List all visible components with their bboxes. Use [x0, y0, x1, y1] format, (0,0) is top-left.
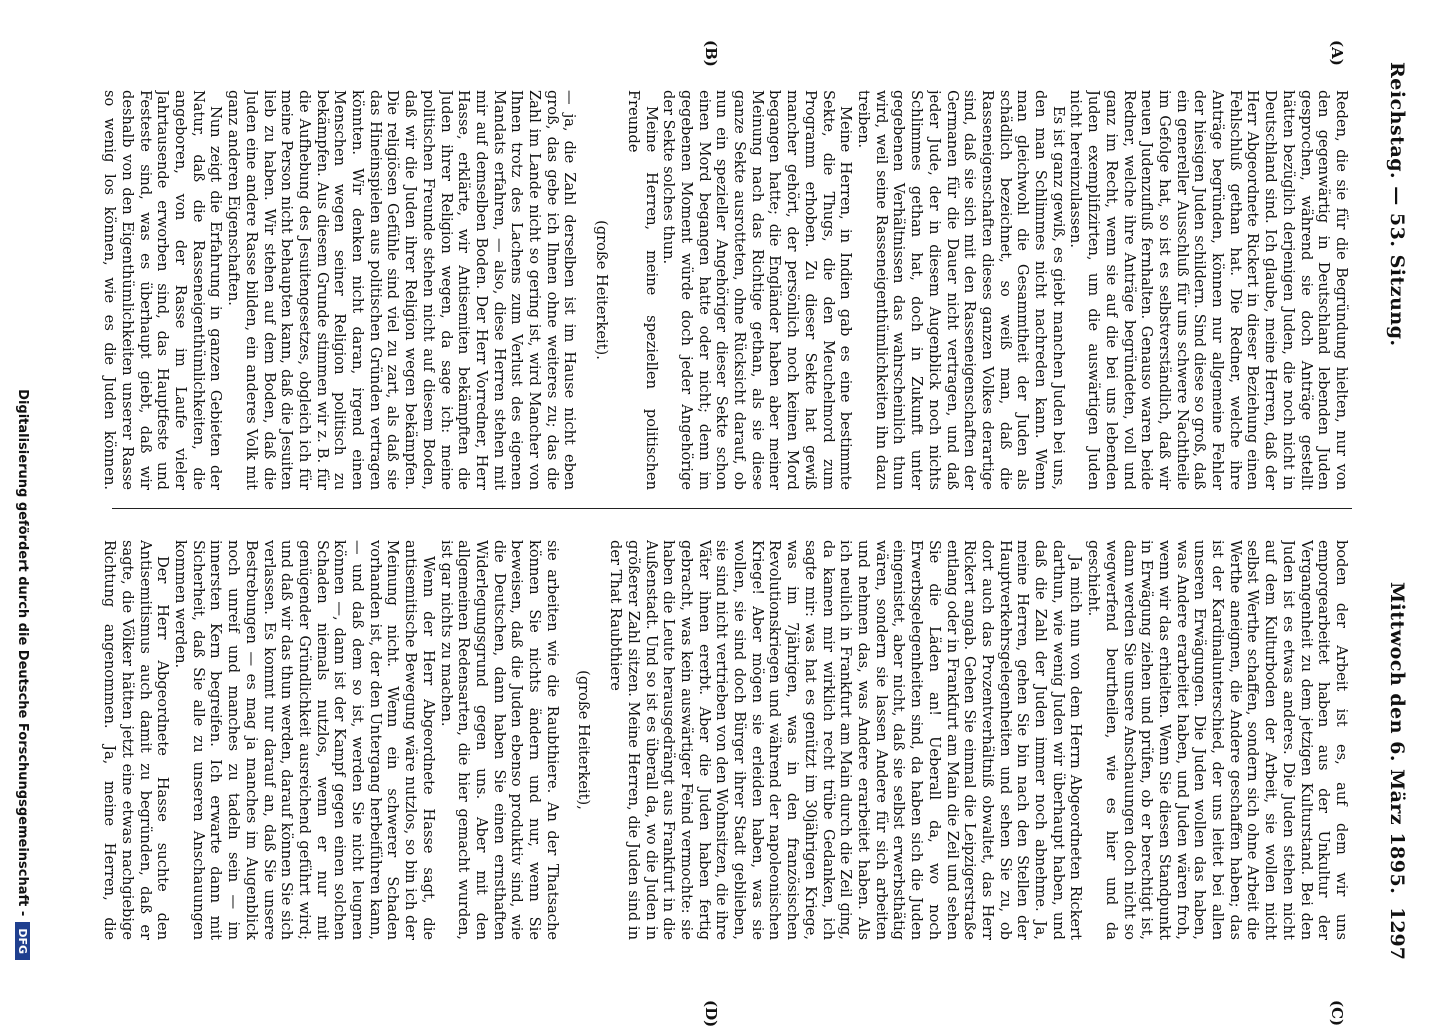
paragraph: Der Herr Abgeordnete Hasse suchte den Antisemitismus auch damit zu begründen, daß er sagte, die Völker hätten jetzt eine etwas nachgiebige Richtung angenommen. Ja, meine Herren, die [101, 540, 172, 940]
page-header [1368, 62, 1408, 960]
margin-marker-d: (D) [702, 1000, 720, 1027]
interjection: (große Heiterkeit), [575, 670, 593, 810]
left-column [100, 90, 1350, 490]
column-divider [112, 508, 1352, 509]
paragraph: Nun zeigt die Erfahrung in ganzen Gebieten der Natur, daß die Rasseneigenthümlichkeiten, die angeboren, von der Rasse im Laufe vieler Jahrtausende erworben sind, das Hauptfeste und Festeste sind, was es überhaupt giebt, daß wir deshalb von den Eigenthümlichkeiten unserer Rasse so wenig los können, wie es die Juden können. [101, 90, 225, 490]
interjection: (große Heiterkeit). [593, 220, 611, 360]
paragraph: Meine Herren, in Indien gab es eine bestimmte Sekte, die Thugs, die den Meuchelmord zum Programm erhoben. Zu dieser Sekte hat gewiß mancher gehört, der persönlich noch keinen Mord begangen hatte; die Engländer haben aber meiner Meinung nach das Richtige gethan, als sie diese ganze Sekte ausrotteten, ohne Rücksicht darauf, ob nun ein spezieller Angehöriger dieser Sekte schon einen Mord begangen hatte oder nicht; denn im gegebenen Moment würde doch jeder Angehörige der Sekte solches thun. [660, 90, 855, 490]
header-date: Mittwoch den 6. März 1895. [1386, 582, 1408, 895]
page-number: 1297 [1386, 907, 1408, 960]
header-left: Reichstag. — 53. Sitzung. [1386, 62, 1408, 347]
margin-marker-b: (B) [702, 40, 720, 67]
digitization-credit [15, 0, 30, 1000]
paragraph: — ja, die Zahl derselben ist im Hause nicht eben groß, das gebe ich Ihnen ohne weiteres zu; das die Zahl im Lande nicht so gering ist, wird Mancher von Ihnen trotz des Lachens zum Verlust des eigenen Mandats erfahren, — also, diese Herren stehen mit mir auf demselben Boden. Der Herr Vorredner, Herr Hasse, erklärte, wir Antisemiten bekämpften die Juden ihrer Religion wegen, da sage ich: meine politischen Freunde stehen nicht auf diesem Boden, daß wir die Juden ihrer Religion wegen bekämpfen. Die religiösen Gefühle sind viel zu zart, als daß sie das Hineinspielen aus politischen Gründen vertragen könnten. Wir denken nicht daran, irgend einen Menschen wegen seiner Religion politisch zu bekämpfen. Aus diesem Grunde stimmen wir z. B. für die Aufhebung des Jesuitengesetzes, obgleich ich für meine Person nicht behaupten kann, daß die Jesuiten lieb zu haben. Wir stehen auf dem Boden, daß die Juden eine andere Rasse bilden, ein anderes Volk mit ganz anderen Eigenschaften. [225, 90, 579, 490]
paragraph: sie arbeiten wie die Raubthiere. An der Thatsache können Sie nichts ändern und nur, wenn Sie beweisen, daß die Juden ebenso produktiv sind, wie die Deutschen, dann haben Sie einen ernsthaften Widerlegungsgrund gegen uns. Aber mit den allgemeinen Redensarten, die hier gemacht wurden, ist gar nichts zu machen. [437, 540, 561, 940]
paragraph: Es ist ganz gewiß, es giebt manchen Juden bei uns, den man Schlimmes nicht nachreden kann. Wenn man gleichwohl die Gesammtheit der Juden als schädlich bezeichnet, so weiß man, daß die Rasseneigenschaften dieses ganzen Volkes derartige sind, daß sie sich mit den Rasseneigenschaften der Germanen für die Dauer nicht vertragen, und daß jeder Jude, der in diesem Augenblick noch nichts Schlimmes gethan hat, doch in Zukunft unter gegebenen Verhältnissen das wahrscheinlich thun wird, weil seine Rasseneigenthümlichkeiten ihn dazu treiben. [855, 90, 1067, 490]
paragraph: Reden, die sie für die Begründung hielten, nur von den gegenwärtig in Deutschland lebenden Juden gesprochen, während sie doch Anträge gestellt hätten bezüglich derjenigen Juden, die noch nicht in Deutschland sind. Ich glaube, meine Herren, daß der Herr Abgeordnete Rickert in dieser Beziehung einen Fehlschluß gethan hat. Die Redner, welche ihre Anträge begründen, können nur allgemeine Fehler der hiesigen Juden schildern. Sind diese so groß, daß ein genereller Ausschluß für uns schwere Nachtheile im Gefolge hat, so ist es selbstverständlich, daß wir neuen Judenzufluß fernhalten. Genauso waren beide Redner, welche ihre Anträge begründeten, voll und ganz im Recht, wenn sie auf die bei uns lebenden Juden exemplifizirten, um die auswärtigen Juden nicht hereinzulassen. [1067, 90, 1350, 490]
paragraph: Wenn der Herr Abgeordnete Hasse sagt, die antisemitische Bewegung wäre nutzlos, so bin ich der Meinung nicht. Wenn ein schwerer Schaden vorhanden ist, der den Untergang herbeiführen kann, — und daß dem so ist, werden Sie nicht leugnen können —, dann ist der Kampf gegen einen solchen Schaden niemals nutzlos, wenn er nur mit genügender Gründlichkeit ausreichend geführt wird; und daß wir das thun werden, darauf können Sie sich verlassen. Es kommt nur darauf an, daß Sie unsere Bestrebungen — es mag ja manches im Augenblick noch unreif und manches zu tadeln sein — im innersten Kern begreifen. Ich erwarte dann mit Sicherheit, daß Sie alle zu unseren Anschauungen kommen werden. [172, 540, 437, 940]
right-column [100, 540, 1350, 940]
dfg-logo: DFG [15, 922, 30, 960]
credit-text: Digitalisierung gefördert durch die Deutsche Forschungsgemeinschaft - [15, 389, 30, 917]
paragraph: boden der Arbeit ist es, auf dem wir uns emporgearbeitet haben aus der Unkultur der Vergangenheit zu dem jetzigen Kulturstand. Bei den Juden ist es etwas anderes. Die Juden stehen nicht auf dem Kulturboden der Arbeit, sie wollen nicht selbst Werthe schaffen, sondern sich ohne Arbeit die Werthe aneignen, die Andere geschaffen haben; das ist der Kardinalunterschied, der uns leitet bei allen unseren Erwägungen. Die Juden wollen das haben, was Andere erarbeitet haben, und Juden wären froh, wenn wir das erhielten. Wenn Sie diesen Standpunkt in Erwägung ziehen und prüfen, ob er berechtigt ist, dann werden Sie unsere Anschauungen doch nicht so wegwerfend beurtheilen, wie es hier und da geschieht. [1085, 540, 1350, 940]
paragraph: Ja mich nun von dem Herrn Abgeordneten Rickert darthun, wie wenig Juden wir überhaupt haben, und daß die Zahl der Juden immer noch abnehme. Ja, meine Herren, gehen Sie bin nach den Stellen der Hauptverkehrsgelegenheiten und sehen Sie zu, ob dort auch das Prozentverhältniß obwaltet, das Herr Rickert angab. Gehen Sie einmal die Leipzigerstraße entlang oder in Frankfurt am Main die Zeil und sehen Sie die Läden an! Ueberall da, wo noch Erwerbsgelegenheiten sind, da haben sich die Juden eingenistet, aber nicht, daß sie selbst erwerbsthätig wären, sondern sie lassen Andere für sich arbeiten und nehmen das, was Andere erarbeitet haben. Als ich neulich in Frankfurt am Main durch die Zeil ging, da kamen mir wirklich recht trübe Gedanken, ich sagte mir: was hat es genützt im 30jährigen Kriege, was im 7jährigen, was in den französischen Revolutionskriegen und während der napoleonischen Kriege! Aber mögen sie erleiden haben, was sie wollen, sie sind doch Bürger ihrer Stadt geblieben, sie sind nicht vertrieben von den Wohnsitzen, die ihre Väter ihnen ererbt. Aber die Juden haben fertig gebracht, was kein auswärtiger Feind vermochte: sie haben die Leute herausgedrängt aus Frankfurt in die Außenstadt. Und so ist es überall da, wo die Juden in größerer Zahl sitzen. Meine Herren, die Juden sind in der That Raubthiere [607, 540, 1085, 940]
margin-marker-c: (C) [1328, 1000, 1346, 1027]
paragraph: Meine Herren, meine speziellen politischen Freunde [624, 90, 660, 490]
margin-marker-a: (A) [1328, 40, 1346, 66]
